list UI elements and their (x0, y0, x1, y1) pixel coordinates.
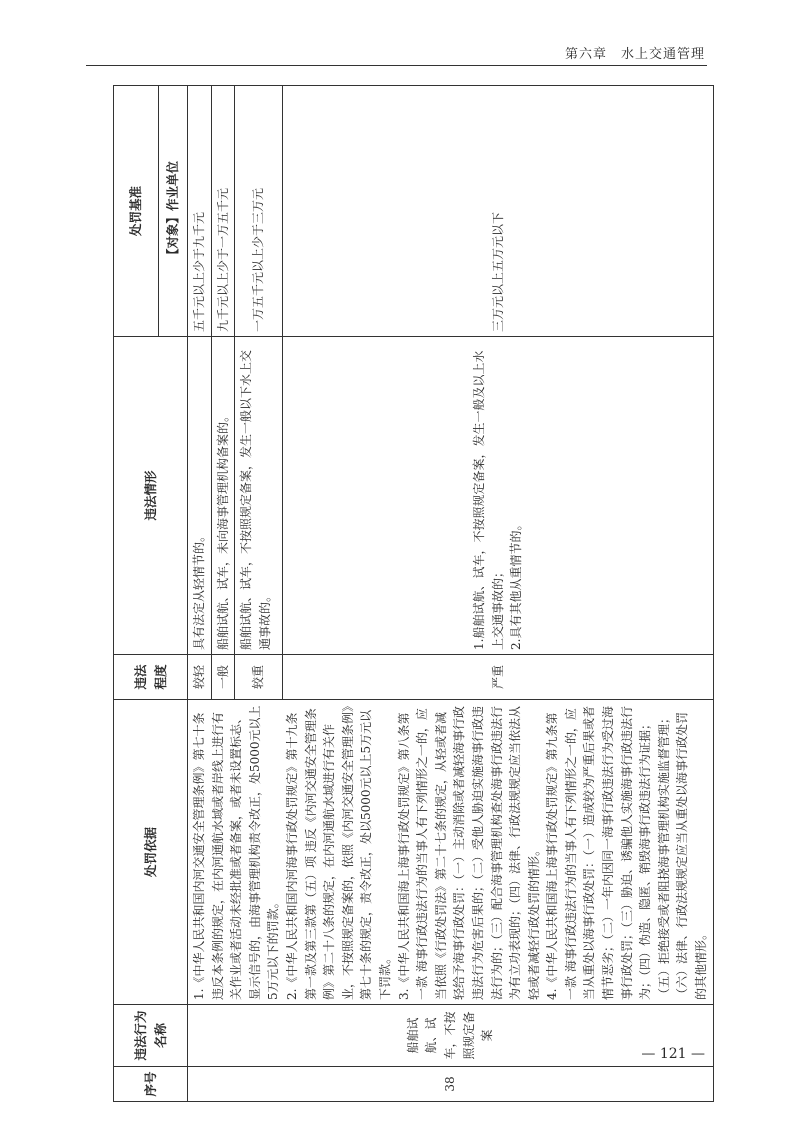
cell-seq: 38 (188, 1067, 714, 1102)
cell-circumstance-severe: 1.船舶试航、试车，不按照规定备案，发生一般及以上水上交通事故的； 2.具有其他从重情节的。 (283, 337, 713, 655)
cell-circumstance-minor: 具有法定从轻情节的。 (188, 337, 212, 655)
rotated-table-container (113, 86, 709, 1102)
chapter-title: 第六章 水上交通管理 (564, 47, 705, 62)
cell-degree-general: 一般 (211, 655, 235, 700)
cell-degree-serious: 较重 (235, 655, 283, 700)
header-name: 违法行为名称 (114, 1005, 188, 1067)
basis-clause: 3.《中华人民共和国海上海事行政处罚规定》第八条第一款 海事行政违法行为的当事人有下列情形之一的，应当依照《行政处罚法》第二十七条的规定，从轻或者减轻给予海事行政处罚：（一）主动消除或者减轻海事行政违法行为危害后果的；（二）受他人胁迫实施海事行政违法行为的；（三）配合海事管理机构查处海事行政违法行为有立功表现的；（四）法律、行政法规规定应当依法从轻或者减轻行政处罚的情形。 (396, 705, 541, 1000)
basis-clause: 4.《中华人民共和国海上海事行政处罚规定》第九条第一款 海事行政违法行为的当事人有下列情形之一的，应当从重处以海事行政处罚：（一）造成较为严重后果或者情节恶劣；（二）一年内因同一海事行政违法行为受过海事行政处罚；（三）胁迫、诱骗他人实施海事行政违法行为；（四）伪造、隐匿、销毁海事行政违法行为证据；（五）拒绝接受或者阻挠海事管理机构实施监督管理；（六）法律、行政法规规定应当从重处以海事行政处罚的其他情形。 (545, 705, 709, 1000)
basis-clause: 2.《中华人民共和国内河海事行政处罚规定》第十九条第一款及第三款第（五）项 违反《内河交通安全管理条例》第二十八条的规定，在内河通航水域进行有关作业，不按照规定备案的，依照《内河交通安全管理条例》第七十条的规定，责令改正，处以5000元以上5万元以下罚款。 (284, 705, 392, 1000)
header-seq: 序号 (114, 1067, 188, 1102)
running-head (0, 0, 793, 70)
cell-basis (188, 700, 714, 1005)
basis-clause: 1.《中华人民共和国内河交通安全管理条例》第七十条 违反本条例的规定，在内河通航水域或者岸线上进行有关作业或者活动未经批准或者备案，或者未设置标志、显示信号的，由海事管理机构责令改正，处5000元以上5万元以下的罚款。 (192, 705, 281, 1000)
header-rule (86, 65, 707, 66)
header-circumstance: 违法情形 (114, 337, 188, 655)
cell-degree-minor: 较轻 (188, 655, 212, 700)
cell-degree-severe: 严重 (283, 655, 713, 700)
penalty-table-region (113, 86, 709, 1102)
page-number: — 121 — (641, 1046, 705, 1062)
header-standard-sub: 【对象】作业单位 (159, 86, 188, 337)
cell-circumstance-general: 船舶试航、试车，未向海事管理机构备案的。 (211, 337, 235, 655)
penalty-standard-table (113, 85, 714, 1102)
header-standard: 处罚基准 (114, 86, 159, 337)
cell-standard-serious: 一万五千元以上少于三万元 (235, 86, 283, 337)
header-degree: 违法程度 (114, 655, 188, 700)
cell-standard-minor: 五千元以上少于九千元 (188, 86, 212, 337)
header-basis: 处罚依据 (114, 700, 188, 1005)
cell-standard-general: 九千元以上少于一万五千元 (211, 86, 235, 337)
cell-standard-severe: 三万元以上五万元以下 (283, 86, 713, 337)
cell-circumstance-serious: 船舶试航、试车，不按照规定备案，发生一般以下水上交通事故的。 (235, 337, 283, 655)
cell-violation-name: 船舶试航、试车，不按照规定备案 (188, 1005, 714, 1067)
